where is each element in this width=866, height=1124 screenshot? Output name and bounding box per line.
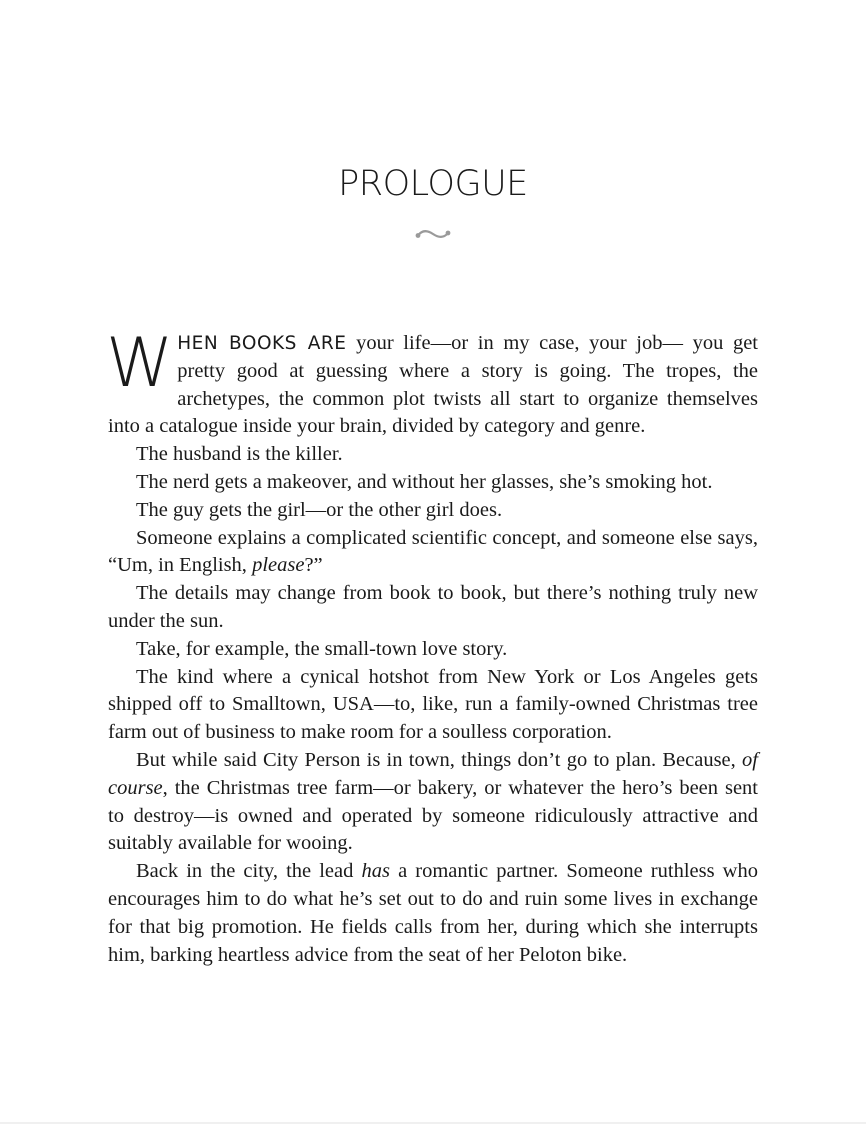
body-text	[106, 324, 759, 969]
paragraph-5-emphasis: please	[252, 554, 305, 577]
paragraph-9-text-b: , the Christmas tree farm—or bakery, or whatever the hero’s been sent to destroy—is owned and operated by someone ridiculously attractive and suitably available for wooing.	[108, 776, 758, 855]
paragraph-1	[106, 324, 759, 441]
paragraph-6: The details may change from book to book, but there’s nothing truly new under the sun.	[108, 582, 758, 632]
paragraph-9	[108, 747, 758, 858]
paragraph-9-emphasis: of course	[108, 748, 758, 799]
swash-ornament-icon	[413, 226, 453, 242]
paragraph-10	[108, 858, 758, 969]
paragraph-1-text: your life—or in my case, your job— you get pretty good at guessing where a story is going. The tropes, the archetypes, the common plot twists all start to organize themselves into a catalogue inside your brain, divided by category and genre.	[108, 332, 759, 438]
paragraph-9-text-a: But while said City Person is in town, things don’t go to plan. Because,	[136, 748, 743, 771]
paragraph-4: The guy gets the girl—or the other girl does.	[136, 498, 503, 521]
paragraph-5	[108, 525, 758, 581]
chapter-title: PROLOGUE	[338, 164, 528, 204]
paragraph-8: The kind where a cynical hotshot from New York or Los Angeles gets shipped off to Smalltown, USA—to, like, run a family-owned Christmas tree farm out of business to make room for a soulless corporation.	[108, 665, 758, 744]
paragraph-3: The nerd gets a makeover, and without her glasses, she’s smoking hot.	[136, 470, 713, 493]
paragraph-2: The husband is the killer.	[136, 443, 343, 466]
paragraph-10-emphasis: has	[361, 860, 390, 883]
paragraph-10-text-a: Back in the city, the lead	[136, 860, 362, 883]
paragraph-5-text-a: Someone explains a complicated scientific concept, and someone else says, “Um, in English,	[108, 526, 758, 577]
paragraph-5-text-b: ?”	[304, 554, 323, 577]
paragraph-7: Take, for example, the small-town love story.	[136, 637, 508, 660]
opening-small-caps: HEN BOOKS ARE	[177, 333, 347, 354]
paragraph-10-text-b: a romantic partner. Someone ruthless who encourages him to do what he’s set out to do and ruin some lives in exchange for that big promotion. He fields calls from her, during which she interrupts him, barking heartless advice from the seat of her Peloton bike.	[108, 860, 758, 966]
drop-cap: W	[106, 324, 174, 403]
